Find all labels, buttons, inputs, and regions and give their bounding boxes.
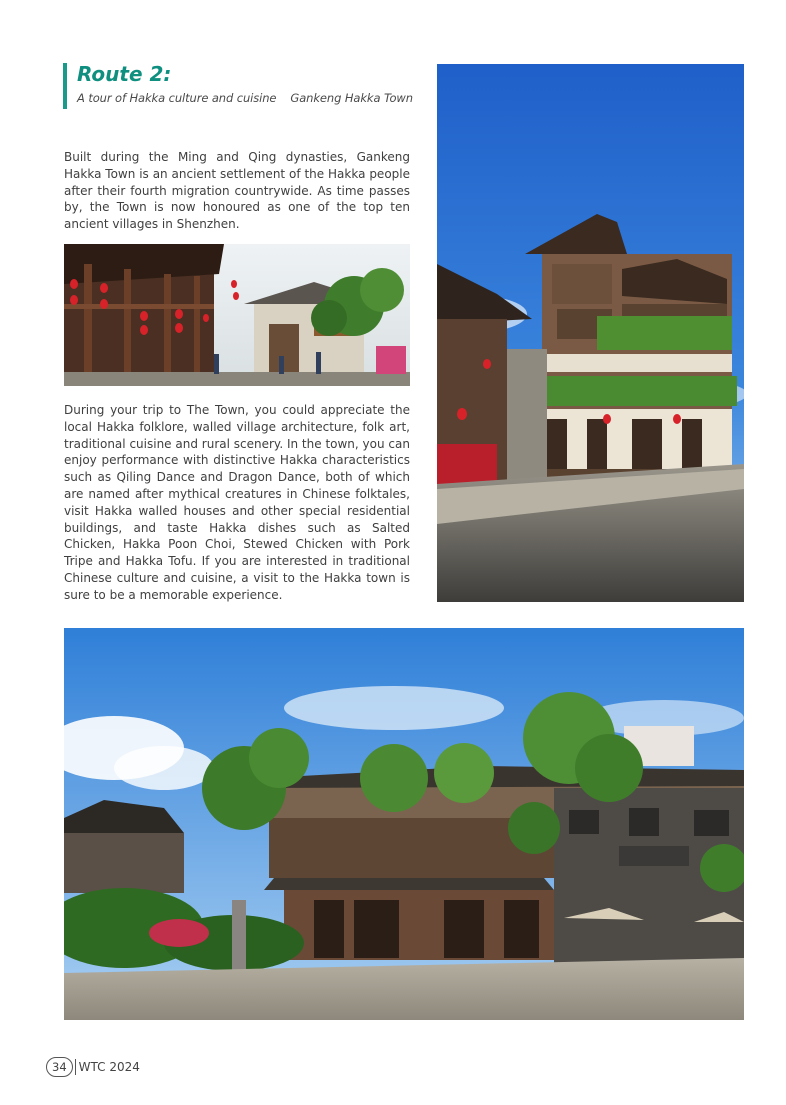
route-subtitle-theme: A tour of Hakka culture and cuisine [77,91,277,105]
route-header [63,63,429,109]
street-lanterns-photo [64,244,410,386]
footer-divider [75,1059,76,1075]
publication-name: WTC 2024 [78,1060,140,1074]
details-paragraph: During your trip to The Town, you could appreciate the local Hakka folklore, walled village architecture, folk art, traditional cuisine and rural scenery. In the town, you can enjoy performance with distinctive Hakka characteristics such as Qiling Dance and Dragon Dance, both of which are named after mythical creatures in Chinese folktales, visit Hakka walled houses and other special residential buildings, and taste Hakka dishes such as Salted Chicken, Hakka Poon Choi, Stewed Chicken with Pork Tripe and Hakka Tofu. If you are interested in traditional Chinese culture and cuisine, a visit to the Hakka town is sure to be a memorable experience. [64,403,410,602]
route-title: Route 2: [77,62,172,86]
intro-paragraph: Built during the Ming and Qing dynasties, Gankeng Hakka Town is an ancient settlement of the Hakka people after their fourth migration countrywide. As time passes by, the Town is now honoured as one of the top ten ancient villages in Shenzhen. [64,150,410,232]
route-subtitle-location: Gankeng Hakka Town [290,91,413,105]
hakka-tower-photo [437,64,744,602]
page-footer [46,1056,140,1078]
route-subtitle [77,91,429,105]
hakka-hall-photo [64,628,744,1020]
page-number: 34 [46,1057,73,1077]
